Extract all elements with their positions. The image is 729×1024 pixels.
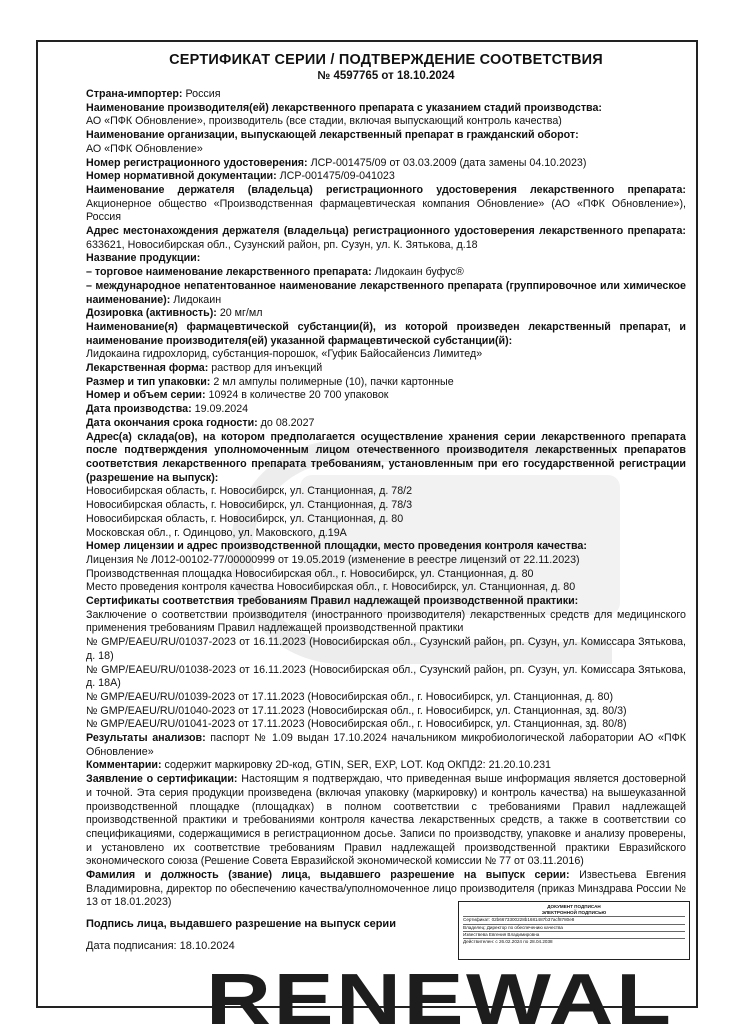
holder-label: Наименование держателя (владельца) регистрационного удостоверения лекарственного препарата:: [86, 183, 686, 196]
pack-label: Размер и тип упаковки:: [86, 375, 211, 388]
org-label: Наименование организации, выпускающей лекарственный препарат в гражданский оборот:: [86, 129, 579, 142]
manufacturer-label: Наименование производителя(ей) лекарственного препарата с указанием стадий производства:: [86, 101, 602, 114]
comments-value: содержит маркировку 2D-код, GTIN, SER, EXP, LOT. Код ОКПД2: 21.20.10.231: [161, 759, 551, 772]
form-value: раствор для инъекций: [208, 362, 323, 375]
holder-address-value: 633621, Новосибирская обл., Сузунский район, рп. Сузун, ул. К. Зятькова, д.18: [86, 238, 478, 251]
holder-value: Акционерное общество «Производственная фармацевтическая компания Обновление» (АО «ПФК Обновление»), Россия: [86, 197, 686, 224]
ecert-title: ДОКУМЕНТ ПОДПИСАН: [547, 904, 601, 909]
warehouse-item: Новосибирская область, г. Новосибирск, ул. Станционная, д. 80: [86, 512, 404, 525]
nd-value: ЛСР-001475/09-041023: [276, 170, 395, 183]
series-value: 10924 в количестве 20 700 упаковок: [205, 389, 389, 402]
signature-block: [86, 918, 396, 962]
manufacturer-value: АО «ПФК Обновление», производитель (все стадии, включая выпускающий контроль качества): [86, 115, 562, 128]
importer-label: Страна-импортер:: [86, 88, 183, 100]
warehouse-item: Новосибирская область, г. Новосибирск, ул. Станционная, д. 78/3: [86, 499, 413, 512]
pack-value: 2 мл ампулы полимерные (10), пачки картонные: [210, 375, 454, 388]
org-value: АО «ПФК Обновление»: [86, 142, 203, 155]
certificate-body: [86, 52, 686, 910]
gmp-line: Заключение о соответствии производителя (иностранного производителя) лекарственных средств для медицинского применения требованиям Правил надлежащей производственной практики: [86, 608, 686, 635]
ecert-owner-role: Владелец: Директор по обеспечению качества: [463, 924, 685, 931]
statement-label: Заявление о сертификации:: [86, 773, 238, 786]
inn-label: – международное непатентованное наименование лекарственного препарата (группировочное или химическое наименование):: [86, 279, 686, 306]
expiry-label: Дата окончания срока годности:: [86, 416, 258, 429]
trade-name-value: Лидокаин буфус®: [371, 266, 464, 279]
expiry-value: до 08.2027: [257, 416, 315, 429]
series-label: Номер и объем серии:: [86, 389, 206, 402]
ecert-certificate: Сертификат: 02b6673300228b1681487b37acf8780e8: [463, 916, 685, 923]
signature-label: Подпись лица, выдавшего разрешение на выпуск серии: [86, 918, 396, 930]
dosage-label: Дозировка (активность):: [86, 307, 217, 320]
production-date-label: Дата производства:: [86, 403, 192, 416]
certificate-number: № 4597765 от 18.10.2024: [317, 70, 455, 82]
importer-value: Россия: [182, 88, 221, 100]
substance-label: Наименование(я) фармацевтической субстанции(й), из которой произведен лекарственный препарат, и наименование производителя(ей) указанной фармацевтической субстанции(й):: [86, 320, 686, 347]
form-label: Лекарственная форма:: [86, 362, 209, 375]
person-label: Фамилия и должность (звание) лица, выдавшего разрешение на выпуск серии:: [86, 869, 570, 882]
warehouse-item: Московская обл., г. Одинцово, ул. Маковского, д.19А: [86, 526, 347, 539]
dosage-value: 20 мг/мл: [216, 307, 263, 320]
signing-date: Дата подписания: 18.10.2024: [86, 940, 235, 952]
ecert-subtitle: ЭЛЕКТРОННОЙ ПОДПИСЬЮ: [541, 910, 607, 916]
inn-value: Лидокаин: [170, 293, 222, 306]
results-label: Результаты анализов:: [86, 732, 206, 745]
nd-label: Номер нормативной документации:: [86, 170, 277, 183]
renewal-logo-watermark: RENEWAL: [206, 970, 674, 1024]
gmp-line: № GMP/EAEU/RU/01037-2023 от 16.11.2023 (Новосибирская обл., Сузунский район, рп. Сузун, ул. Комиссара Зятькова, д. 18): [86, 636, 686, 662]
page-title: СЕРТИФИКАТ СЕРИИ / ПОДТВЕРЖДЕНИЕ СООТВЕТСТВИЯ: [169, 52, 603, 68]
substance-value: Лидокаина гидрохлорид, субстанция-порошок, «Гуфик Байосайенсиз Лимитед»: [86, 348, 483, 361]
electronic-signature-stamp: [458, 901, 690, 960]
gmp-line: № GMP/EAEU/RU/01038-2023 от 16.11.2023 (Новосибирская обл., Сузунский район, рп. Сузун, ул. Комиссара Зятькова, д. 18А): [86, 663, 686, 690]
gmp-label: Сертификаты соответствия требованиям Правил надлежащей производственной практики:: [86, 595, 579, 608]
license-line: Лицензия № Л012-00102-77/00000999 от 19.05.2019 (изменение в реестре лицензий от 22.11.2023): [86, 553, 580, 566]
warehouse-item: Новосибирская область, г. Новосибирск, ул. Станционная, д. 78/2: [86, 485, 413, 498]
license-label: Номер лицензии и адрес производственной площадки, место проведения контроля качества:: [86, 540, 587, 553]
holder-address-label: Адрес местонахождения держателя (владельца) регистрационного удостоверения лекарственного препарата:: [86, 225, 686, 238]
comments-label: Комментарии:: [86, 759, 162, 772]
ecert-owner: Извествева Евгения Владимировна: [463, 931, 685, 938]
license-line: Место проведения контроля качества Новосибирская обл., г. Новосибирск, ул. Станционная, д. 80: [86, 581, 576, 594]
person-value: Известьева Евгения Владимировна, директор по обеспечению качества/уполномоченное лицо производителя (приказ Минздрава России № 13 от 18.01.2023): [86, 869, 686, 909]
gmp-line: № GMP/EAEU/RU/01041-2023 от 17.11.2023 (Новосибирская обл., г. Новосибирск, ул. Станционная, зд. 80/8): [86, 718, 627, 731]
results-value: паспорт № 1.09 выдан 17.10.2024 начальником микробиологической лаборатории АО «ПФК Обновление»: [86, 732, 686, 758]
reg-label: Номер регистрационного удостоверения:: [86, 156, 308, 169]
production-date-value: 19.09.2024: [191, 403, 249, 416]
trade-name-label: – торговое наименование лекарственного препарата:: [86, 266, 372, 279]
warehouse-label: Адрес(а) склада(ов), на котором предполагается осуществление хранения серии лекарственного препарата после подтверждения уполномоченным лицом отечественного производителя лекарственных препаратов соответствия лекарственного препарата требованиям, установленным при его государственной регистрации (разрешение на выпуск):: [86, 430, 686, 484]
gmp-line: № GMP/EAEU/RU/01039-2023 от 17.11.2023 (Новосибирская обл., г. Новосибирск, ул. Станционная, д. 80): [86, 690, 613, 703]
ecert-validity: Действителен: с 26.02.2024 по 28.04.2038: [463, 938, 685, 945]
product-label: Название продукции:: [86, 252, 201, 265]
gmp-line: № GMP/EAEU/RU/01040-2023 от 17.11.2023 (Новосибирская обл., г. Новосибирск, ул. Станционная, зд. 80/3): [86, 704, 627, 717]
statement-value: Настоящим я подтверждаю, что приведенная выше информация является достоверной и точной. Эта серия продукции произведена (включая упаковку (маркировку) и контроль качества) на вышеуказанной производственной площадке (площадках) в полном соответствии с требованиями Правил надлежащей производственной практики и требованиями контроля качества лекарственных средств, а также в соответствии со спецификациями, содержащимися в регистрационном досье. Записи по производству, упаковке и анализу проверены, и установлено их соответствие требованиям Правил надлежащей производственной практики Евразийского экономического союза (Решение Совета Евразийской экономической комиссии № 77 от 03.11.2016): [86, 773, 686, 868]
license-line: Производственная площадка Новосибирская обл., г. Новосибирск, ул. Станционная, д. 80: [86, 567, 534, 580]
reg-value: ЛСР-001475/09 от 03.03.2009 (дата замены 04.10.2023): [307, 156, 587, 169]
